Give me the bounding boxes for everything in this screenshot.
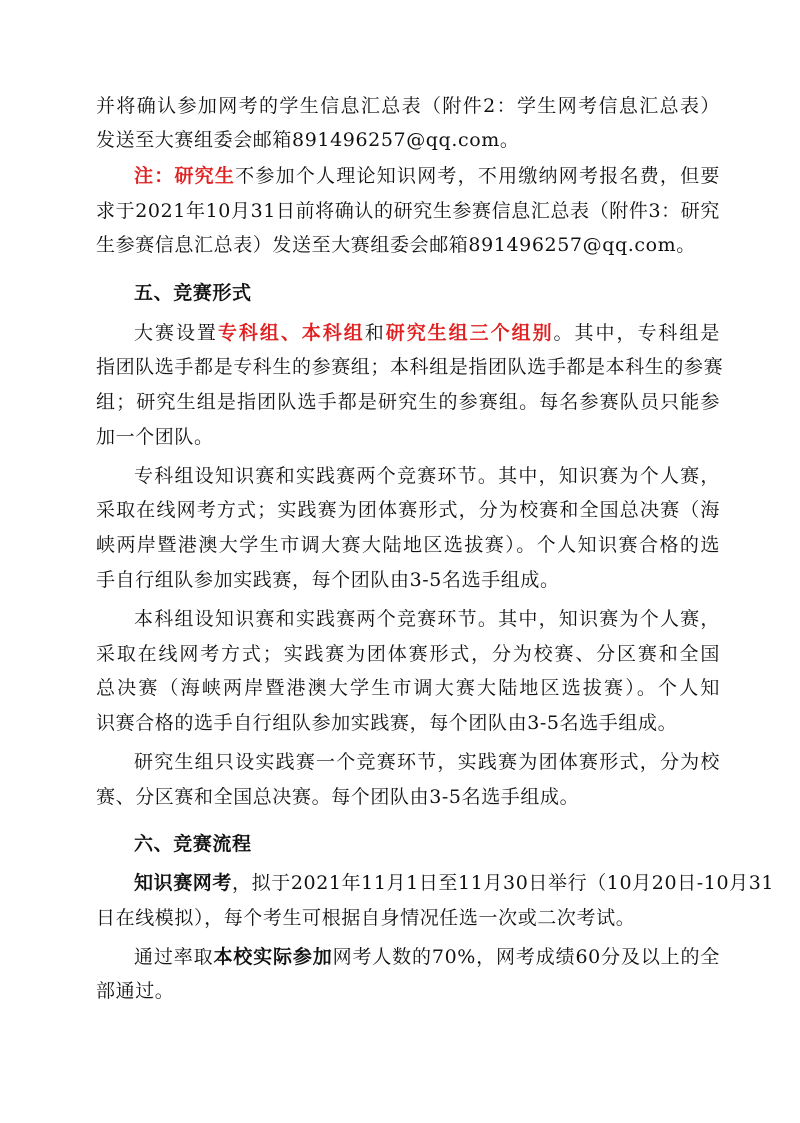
text-run: 发送至大赛组委会邮箱891496257@qq.com。 <box>96 129 520 151</box>
text-run: 专科组设知识赛和实践赛两个竞赛环节。其中，知识赛为个人赛， <box>134 465 720 487</box>
text-run: 生参赛信息汇总表）发送至大赛组委会邮箱891496257@qq.com。 <box>96 234 696 256</box>
text-line <box>134 163 720 189</box>
text-run: 峡两岸暨港澳大学生市调大赛大陆地区选拔赛）。个人知识赛合格的选 <box>96 534 720 556</box>
text-line <box>96 532 720 558</box>
text-line <box>96 93 720 119</box>
text-run: ，拟于2021年11月1日至11月30日举行（10月20日-10月31 <box>232 872 775 894</box>
text-line <box>134 749 720 775</box>
text-run: 本科组设知识赛和实践赛两个竞赛环节。其中，知识赛为个人赛， <box>134 608 720 630</box>
text-run: 通过率取 <box>134 946 214 968</box>
text-run: 采取在线网考方式；实践赛为团体赛形式，分为校赛、分区赛和全国 <box>96 643 720 665</box>
text-run: 网考人数的70%，网考成绩60分及以上的全 <box>332 946 720 968</box>
text-line <box>96 198 720 224</box>
text-run: 。其中，专科组是 <box>553 322 720 344</box>
text-line <box>96 232 720 258</box>
text-run: 大赛设置 <box>134 322 218 344</box>
text-line <box>96 978 720 1004</box>
heading-text: 六、竞赛流程 <box>134 833 252 855</box>
heading-text: 五、竞赛形式 <box>134 282 252 304</box>
text-run: 总决赛（海峡两岸暨港澳大学生市调大赛大陆地区选拔赛）。个人知 <box>96 677 720 699</box>
text-run: 和 <box>364 322 386 344</box>
text-line <box>134 870 775 896</box>
highlight-run: 研究生组三个组别 <box>385 322 554 344</box>
text-run: 日在线模拟），每个考生可根据自身情况任选一次或二次考试。 <box>96 907 636 929</box>
section-heading <box>134 831 720 857</box>
text-line <box>134 606 720 632</box>
text-line <box>96 641 720 667</box>
text-run: 加一个团队。 <box>96 426 214 448</box>
text-line <box>96 424 720 450</box>
text-run: 组；研究生组是指团队选手都是研究生的参赛组。每名参赛队员只能参 <box>96 391 720 413</box>
section-heading <box>134 280 720 306</box>
text-line <box>96 354 724 380</box>
bold-run: 知识赛网考 <box>134 872 233 894</box>
text-line <box>96 567 720 593</box>
text-line <box>134 944 720 970</box>
text-line <box>96 710 720 736</box>
note-highlight: 注：研究生 <box>134 165 236 187</box>
text-run: 指团队选手都是专科生的参赛组；本科组是指团队选手都是本科生的参赛 <box>96 356 724 378</box>
text-line <box>96 389 720 415</box>
text-run: 部通过。 <box>96 980 175 1002</box>
text-line <box>96 497 720 523</box>
text-run: 识赛合格的选手自行组队参加实践赛，每个团队由3-5名选手组成。 <box>96 712 678 734</box>
text-run: 手自行组队参加实践赛，每个团队由3-5名选手组成。 <box>96 569 560 591</box>
text-line <box>96 784 720 810</box>
text-run: 并将确认参加网考的学生信息汇总表（附件2：学生网考信息汇总表） <box>96 95 720 117</box>
highlight-run: 专科组、本科组 <box>217 322 365 344</box>
bold-run: 本校实际参加 <box>213 946 333 968</box>
text-run: 赛、分区赛和全国总决赛。每个团队由3-5名选手组成。 <box>96 786 580 808</box>
text-run: 研究生组只设实践赛一个竞赛环节，实践赛为团体赛形式，分为校 <box>134 751 720 773</box>
text-run: 不参加个人理论知识网考，不用缴纳网考报名费，但要 <box>235 165 720 187</box>
text-run: 求于2021年10月31日前将确认的研究生参赛信息汇总表（附件3：研究 <box>96 200 720 222</box>
text-line <box>96 127 720 153</box>
text-line <box>96 675 720 701</box>
text-line <box>134 320 720 346</box>
text-line <box>96 905 720 931</box>
text-line <box>134 463 720 489</box>
text-run: 采取在线网考方式；实践赛为团体赛形式，分为校赛和全国总决赛（海 <box>96 499 720 521</box>
